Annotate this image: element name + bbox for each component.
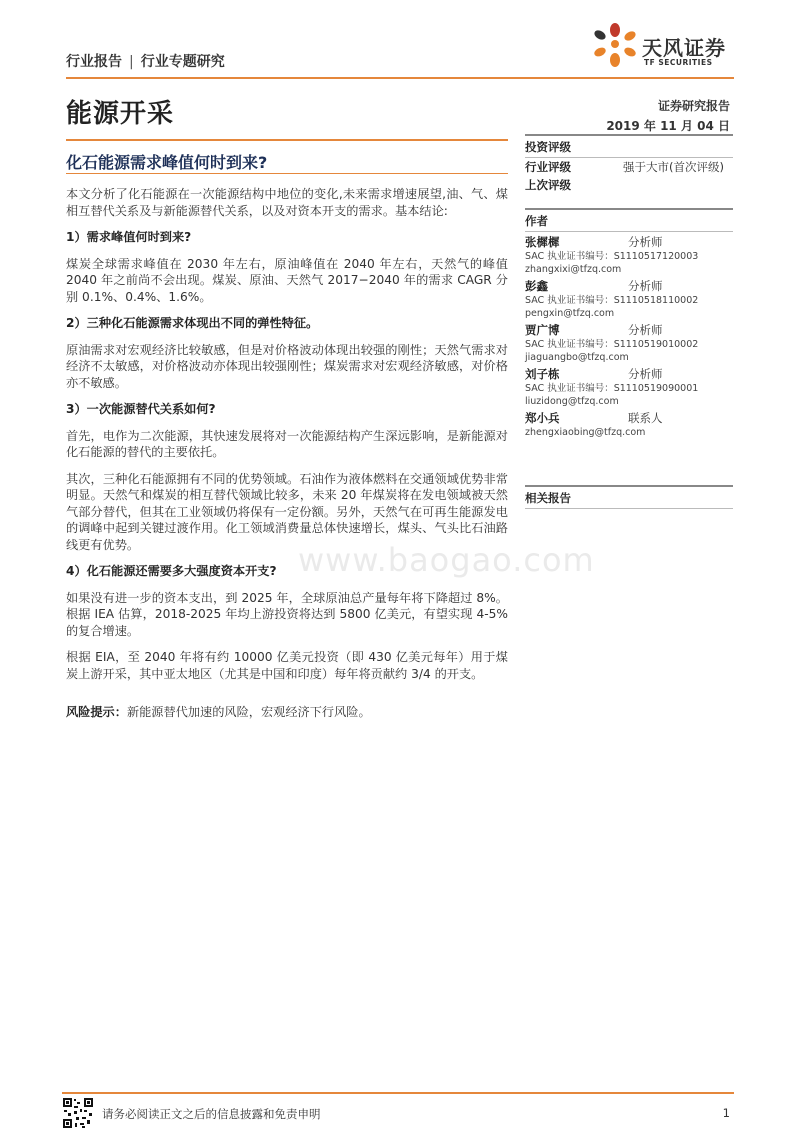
logo-english-name: TF SECURITIES (644, 58, 713, 67)
section-heading-2: 2）三种化石能源需求体现出不同的弹性特征。 (66, 316, 319, 330)
author-entry (525, 366, 733, 408)
author-email[interactable]: zhangxixi@tfzq.com (525, 264, 622, 275)
category-separator: | (129, 54, 134, 70)
logo-chinese-name: 天风证券 (642, 36, 726, 60)
industry-rating-label: 行业评级 (525, 160, 571, 174)
previous-rating-row (525, 176, 733, 194)
section-heading-4: 4）化石能源还需要多大强度资本开支? (66, 564, 277, 578)
previous-rating-label: 上次评级 (525, 178, 571, 192)
authors-section-title: 作者 (525, 208, 733, 232)
report-date: 2019 年 11 月 04 日 (606, 119, 730, 133)
company-logo (588, 20, 738, 72)
industry-rating-row (525, 158, 733, 176)
author-entry (525, 234, 733, 276)
industry-rating-value: 强于大市(首次评级) (623, 160, 724, 174)
section-paragraph-3a: 首先，电作为二次能源，其快速发展将对一次能源结构产生深远影响，是新能源对化石能源的替代的主要依托。 (66, 428, 508, 459)
watermark: www.baogao.com (298, 541, 595, 579)
category-label: 行业报告 (66, 54, 122, 70)
author-name: 刘子栋 (525, 367, 560, 381)
page-title: 能源开采 (66, 99, 175, 129)
author-name: 贾广博 (525, 323, 560, 337)
author-cert: SAC 执业证书编号：S1110517120003 (525, 251, 699, 262)
author-entry (525, 410, 733, 439)
title-rule (66, 139, 508, 141)
author-email[interactable]: pengxin@tfzq.com (525, 308, 615, 319)
author-name: 张樨樨 (525, 235, 560, 249)
section-paragraph-2: 原油需求对宏观经济比较敏感，但是对价格波动体现出较强的刚性；天然气需求对经济不太敏感，对价格波动亦体现出较强刚性；煤炭需求对宏观经济敏感，对价格亦不敏感。 (66, 342, 508, 390)
report-category (66, 51, 225, 71)
report-body (66, 186, 508, 731)
author-entry (525, 278, 733, 320)
risk-warning (66, 704, 508, 721)
report-subtitle: 化石能源需求峰值何时到来? (66, 153, 268, 172)
author-cert: SAC 执业证书编号：S1110519010002 (525, 339, 699, 350)
subcategory-label: 行业专题研究 (140, 54, 225, 70)
page-number: 1 (722, 1106, 730, 1120)
rating-section-title: 投资评级 (525, 134, 733, 158)
section-paragraph-1: 煤炭全球需求峰值在 2030 年左右，原油峰值在 2040 年左右，天然气的峰值 2040 年之前尚不会出现。煤炭、原油、天然气 2017−2040 年的需求 CAGR 分别 0.1%、0.4%、1.6%。 (66, 256, 508, 304)
author-email[interactable]: jiaguangbo@tfzq.com (525, 352, 629, 363)
footer-rule (62, 1092, 734, 1094)
section-paragraph-4a: 如果没有进一步的资本支出，到 2025 年，全球原油总产量每年将下降超过 8%。根据 IEA 估算，2018-2025 年均上游投资将达到 5800 亿美元，有望实现 4-5%的复合增速。 (66, 590, 508, 638)
section-paragraph-3b: 其次，三种化石能源拥有不同的优势领域。石油作为液体燃料在交通领域优势非常明显。天然气和煤炭的相互替代领域比较多，未来 20 年煤炭将在发电领域被天然气部分替代，但其在工业领域仍将保有一定份额。另外，天然气在可再生能源发电的调峰中起到关键过渡作用。化工领域消费量总体快速增长，煤头、气头比石油路线更有优势。 (66, 471, 508, 552)
intro-paragraph: 本文分析了化石能源在一次能源结构中地位的变化,未来需求增速展望,油、气、煤相互替代关系及与新能源替代关系，以及对资本开支的需求。基本结论: (66, 187, 508, 218)
author-role: 分析师 (628, 235, 663, 249)
header-rule (66, 77, 734, 79)
risk-label: 风险提示： (66, 705, 127, 719)
section-paragraph-4b: 根据 EIA，至 2040 年将有约 10000 亿美元投资（即 430 亿美元每年）用于煤炭上游开采，其中亚太地区（尤其是中国和印度）每年将贡献约 3/4 的开支。 (66, 650, 508, 681)
author-entry (525, 322, 733, 364)
risk-text: 新能源替代加速的风险，宏观经济下行风险。 (126, 705, 371, 719)
author-cert: SAC 执业证书编号：S1110519090001 (525, 383, 699, 394)
sidebar (525, 134, 733, 509)
author-email[interactable]: zhengxiaobing@tfzq.com (525, 427, 646, 438)
qr-code-icon (62, 1097, 94, 1129)
section-heading-3: 3）一次能源替代关系如何? (66, 402, 216, 416)
author-name: 彭鑫 (525, 279, 548, 293)
author-role: 分析师 (628, 279, 663, 293)
subtitle-rule (66, 173, 508, 174)
author-role: 分析师 (628, 323, 663, 337)
author-name: 郑小兵 (525, 411, 560, 425)
flower-logo-icon (588, 20, 640, 70)
author-email[interactable]: liuzidong@tfzq.com (525, 396, 619, 407)
author-cert: SAC 执业证书编号：S1110518110002 (525, 295, 699, 306)
author-role: 联系人 (628, 411, 663, 425)
report-type: 证券研究报告 (657, 99, 730, 113)
related-reports-title: 相关报告 (525, 485, 733, 509)
footer-disclaimer: 请务必阅读正文之后的信息披露和免责申明 (102, 1107, 321, 1121)
author-role: 分析师 (628, 367, 663, 381)
section-heading-1: 1）需求峰值何时到来? (66, 230, 192, 244)
